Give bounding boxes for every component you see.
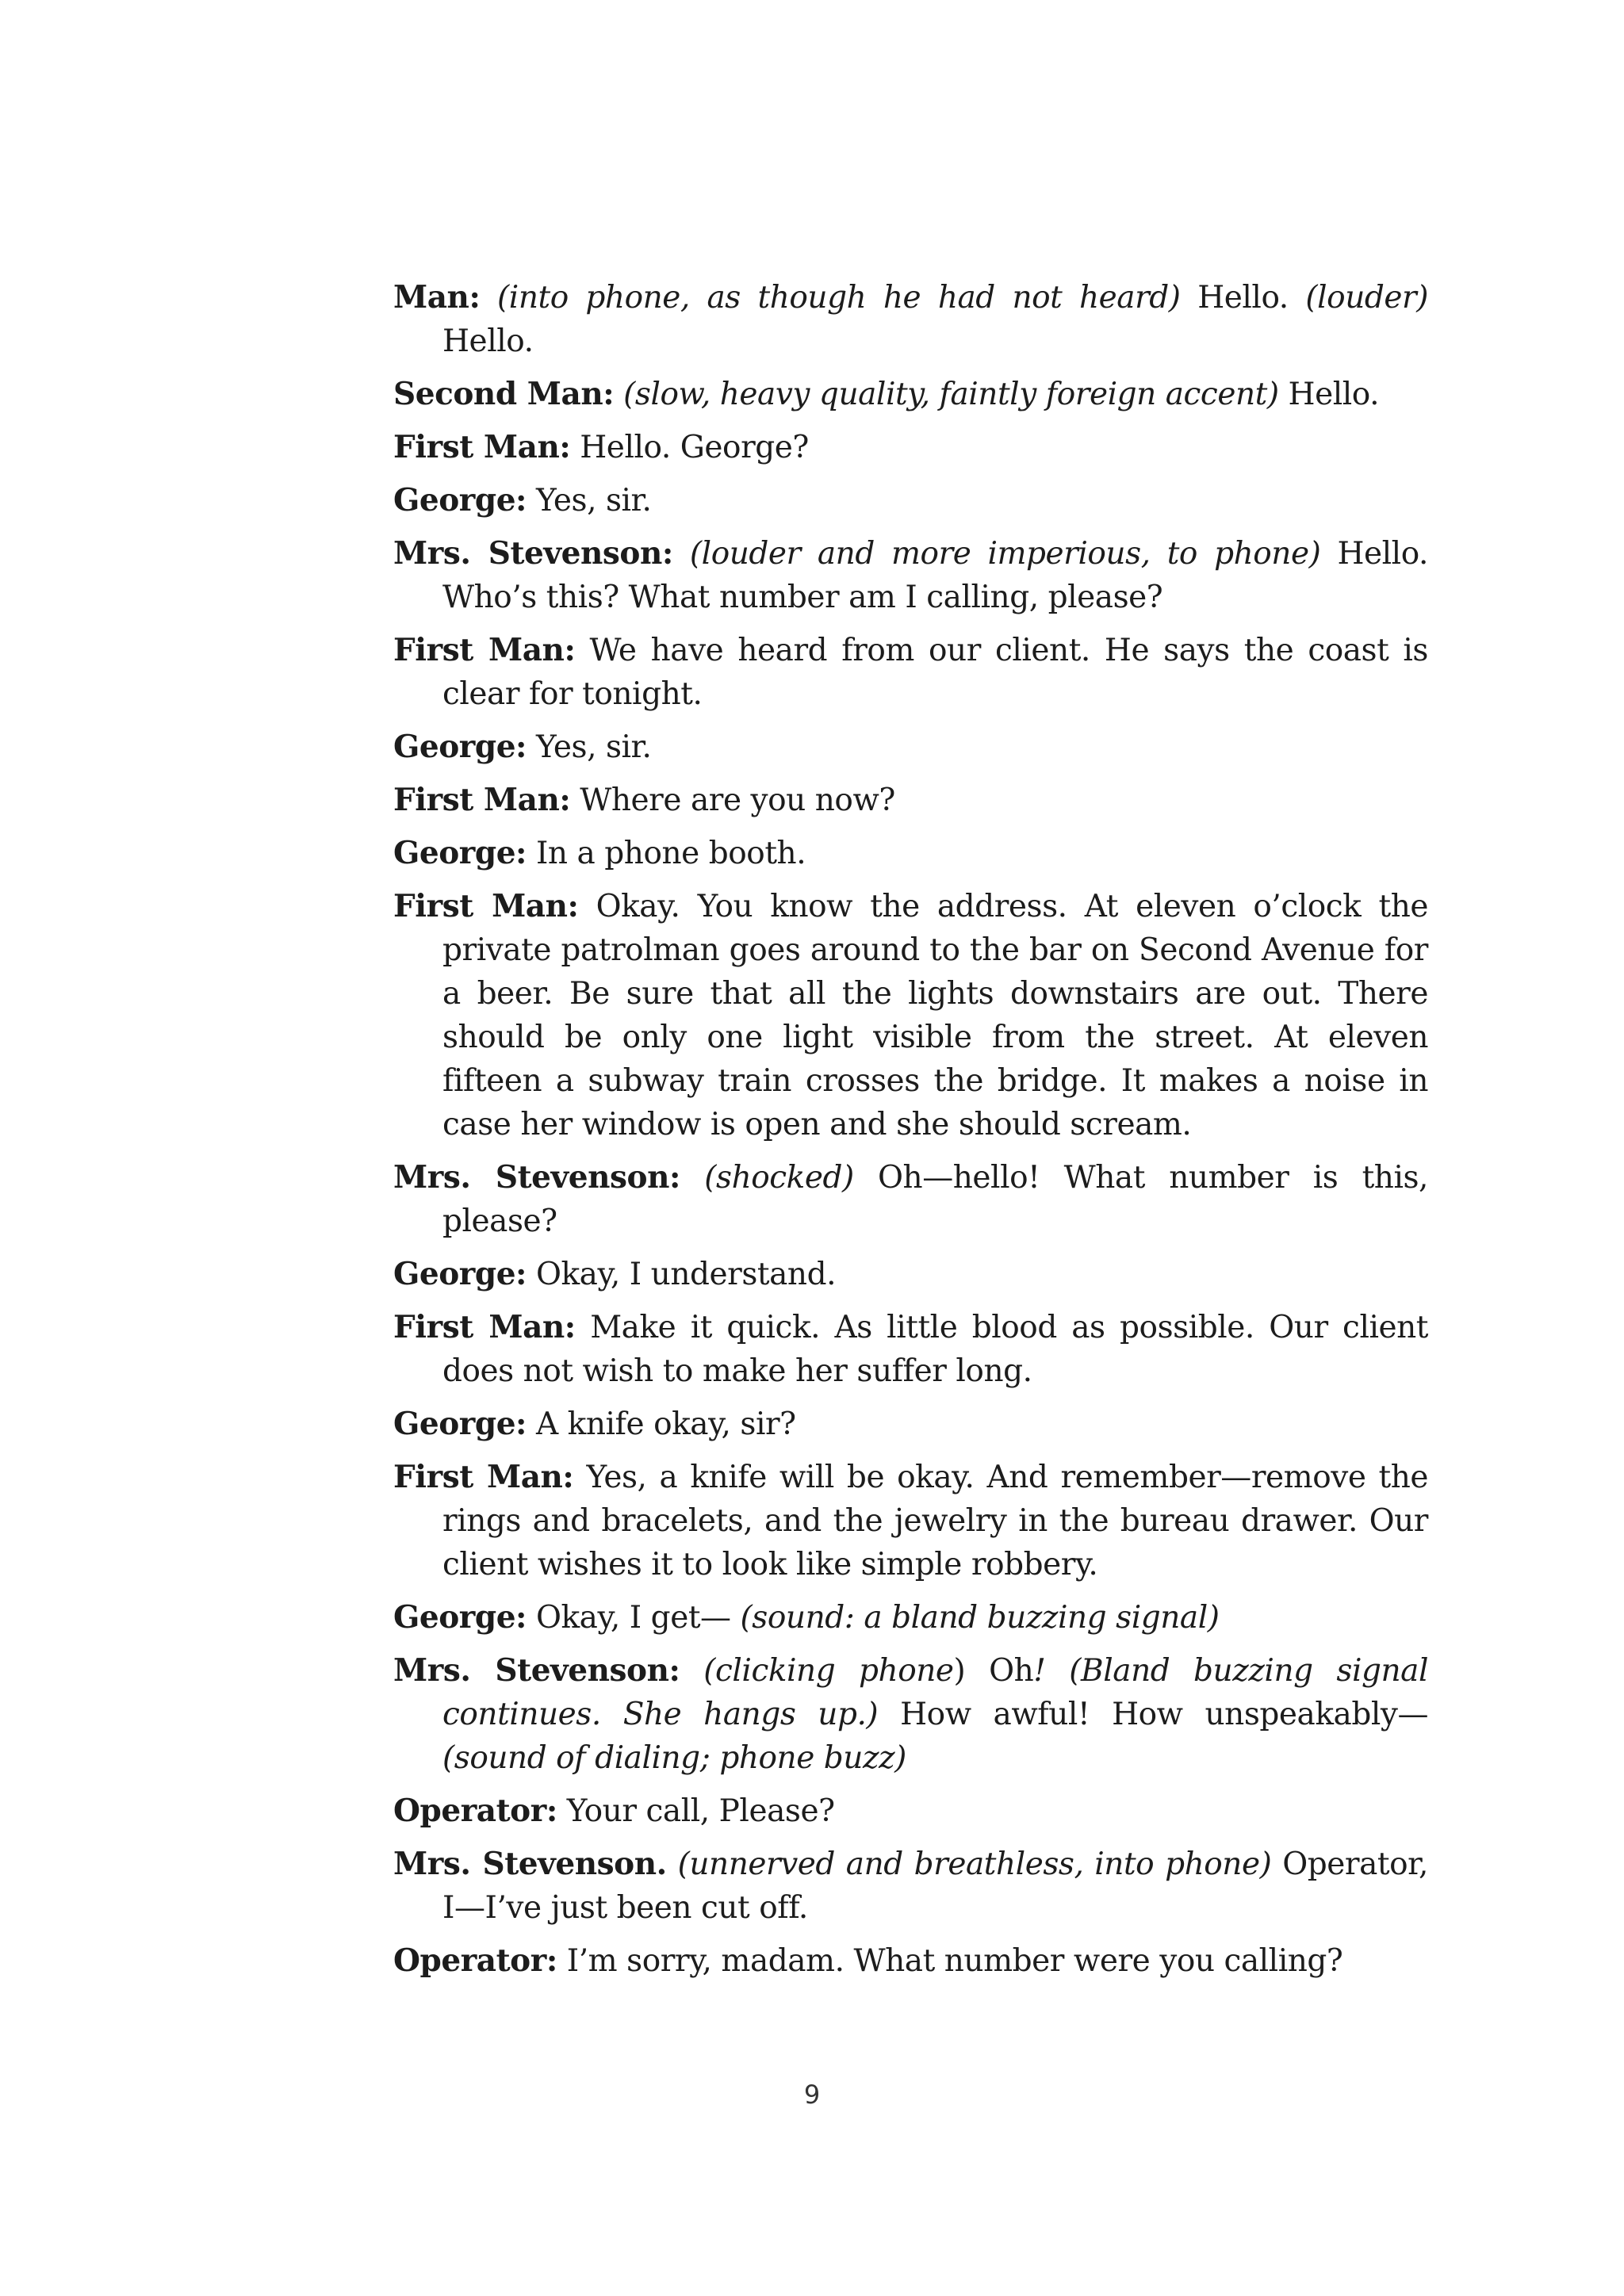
- dialogue-line: [393, 1253, 1428, 1296]
- speaker-name: First Man:: [393, 888, 579, 924]
- dialogue-line: [393, 426, 1428, 469]
- spoken-text: Yes, a knife will be okay. And remember—remove the rings and bracelets, and the jewelry in the bureau drawer. Our client wishes it to look like simple robbery.: [442, 1460, 1429, 1582]
- speaker-name: First Man:: [393, 429, 571, 465]
- spoken-text: Hello. George?: [580, 430, 809, 465]
- stage-direction: ! (Bland buzzing signal continues. She hangs up.): [442, 1653, 1429, 1732]
- page-number: 9: [803, 2080, 821, 2110]
- stage-direction: (slow, heavy quality, faintly foreign accent): [623, 377, 1279, 412]
- speaker-name: Second Man:: [393, 376, 615, 412]
- dialogue-line: [393, 532, 1428, 619]
- dialogue-line: [393, 885, 1428, 1146]
- spoken-text: A knife okay, sir?: [535, 1406, 796, 1442]
- stage-direction: (unnerved and breathless, into phone): [677, 1846, 1272, 1882]
- speaker-name: First Man:: [393, 782, 571, 818]
- spoken-text: Operator, I—I’ve just been cut off.: [442, 1846, 1428, 1926]
- speaker-name: Mrs. Stevenson.: [393, 1846, 667, 1882]
- spoken-text: ) Oh: [953, 1653, 1034, 1689]
- stage-direction: (louder): [1305, 280, 1428, 316]
- spoken-text: Okay, I understand.: [535, 1257, 837, 1292]
- stage-direction: (louder and more imperious, to phone): [689, 536, 1321, 572]
- dialogue-line: [393, 1939, 1428, 1983]
- stage-direction: (into phone, as though he had not heard): [497, 280, 1181, 316]
- dialogue-line: [393, 1789, 1428, 1833]
- spoken-text: Yes, sir.: [535, 483, 652, 519]
- speaker-name: George:: [393, 1599, 527, 1636]
- dialogue-line: [393, 1156, 1428, 1243]
- speaker-name: First Man:: [393, 632, 576, 668]
- dialogue-line: [393, 276, 1428, 363]
- spoken-text: Hello.: [1278, 377, 1380, 412]
- speaker-name: Man:: [393, 279, 481, 316]
- spoken-text: We have heard from our client. He says the coast is clear for tonight.: [442, 633, 1428, 712]
- speaker-name: First Man:: [393, 1309, 576, 1345]
- dialogue-line: [393, 479, 1428, 522]
- spoken-text: Where are you now?: [580, 783, 895, 818]
- dialogue-line: [393, 1456, 1428, 1586]
- speaker-name: George:: [393, 835, 527, 871]
- spoken-text: Your call, Please?: [566, 1793, 835, 1829]
- spoken-text: In a phone booth.: [535, 836, 806, 871]
- spoken-text: Yes, sir.: [535, 729, 652, 765]
- speaker-name: Mrs. Stevenson:: [393, 535, 673, 572]
- stage-direction: (sound of dialing; phone buzz): [442, 1740, 906, 1776]
- speaker-name: Operator:: [393, 1942, 557, 1979]
- script-body: [393, 276, 1428, 1992]
- dialogue-line: [393, 1649, 1428, 1780]
- speaker-name: George:: [393, 1256, 527, 1292]
- spoken-text: Hello.: [442, 323, 534, 359]
- speaker-name: Mrs. Stevenson:: [393, 1652, 680, 1689]
- spoken-text: Hello.: [1180, 280, 1306, 316]
- stage-direction: (shocked): [704, 1160, 854, 1196]
- stage-direction: (sound: a bland buzzing signal): [740, 1600, 1220, 1636]
- speaker-name: First Man:: [393, 1459, 574, 1495]
- spoken-text: I’m sorry, madam. What number were you calling?: [566, 1943, 1343, 1979]
- spoken-text: Okay, I get—: [535, 1600, 741, 1636]
- dialogue-line: [393, 1306, 1428, 1393]
- speaker-name: Operator:: [393, 1793, 557, 1829]
- dialogue-line: [393, 832, 1428, 875]
- dialogue-line: [393, 1596, 1428, 1640]
- spoken-text: Oh—hello! What number is this, please?: [442, 1160, 1428, 1239]
- dialogue-line: [393, 725, 1428, 769]
- speaker-name: George:: [393, 729, 527, 765]
- stage-direction: (clicking phone: [703, 1653, 954, 1689]
- spoken-text: Okay. You know the address. At eleven o’clock the private patrolman goes around to the bar on Second Avenue for a beer. Be sure that all the lights downstairs are out. There should be only one light visible from the street. At eleven fifteen a subway train crosses the bridge. It makes a noise in case her window is open and she should scream.: [442, 889, 1428, 1142]
- spoken-text: Hello. Who’s this? What number am I calling, please?: [442, 536, 1428, 615]
- spoken-text: How awful! How unspeakably—: [878, 1697, 1428, 1732]
- speaker-name: George:: [393, 1406, 527, 1442]
- dialogue-line: [393, 779, 1428, 822]
- spoken-text: Make it quick. As little blood as possible. Our client does not wish to make her suffer long.: [442, 1310, 1429, 1389]
- dialogue-line: [393, 1402, 1428, 1446]
- dialogue-line: [393, 629, 1428, 716]
- dialogue-line: [393, 373, 1428, 416]
- speaker-name: Mrs. Stevenson:: [393, 1159, 680, 1196]
- dialogue-line: [393, 1843, 1428, 1930]
- speaker-name: George:: [393, 482, 527, 519]
